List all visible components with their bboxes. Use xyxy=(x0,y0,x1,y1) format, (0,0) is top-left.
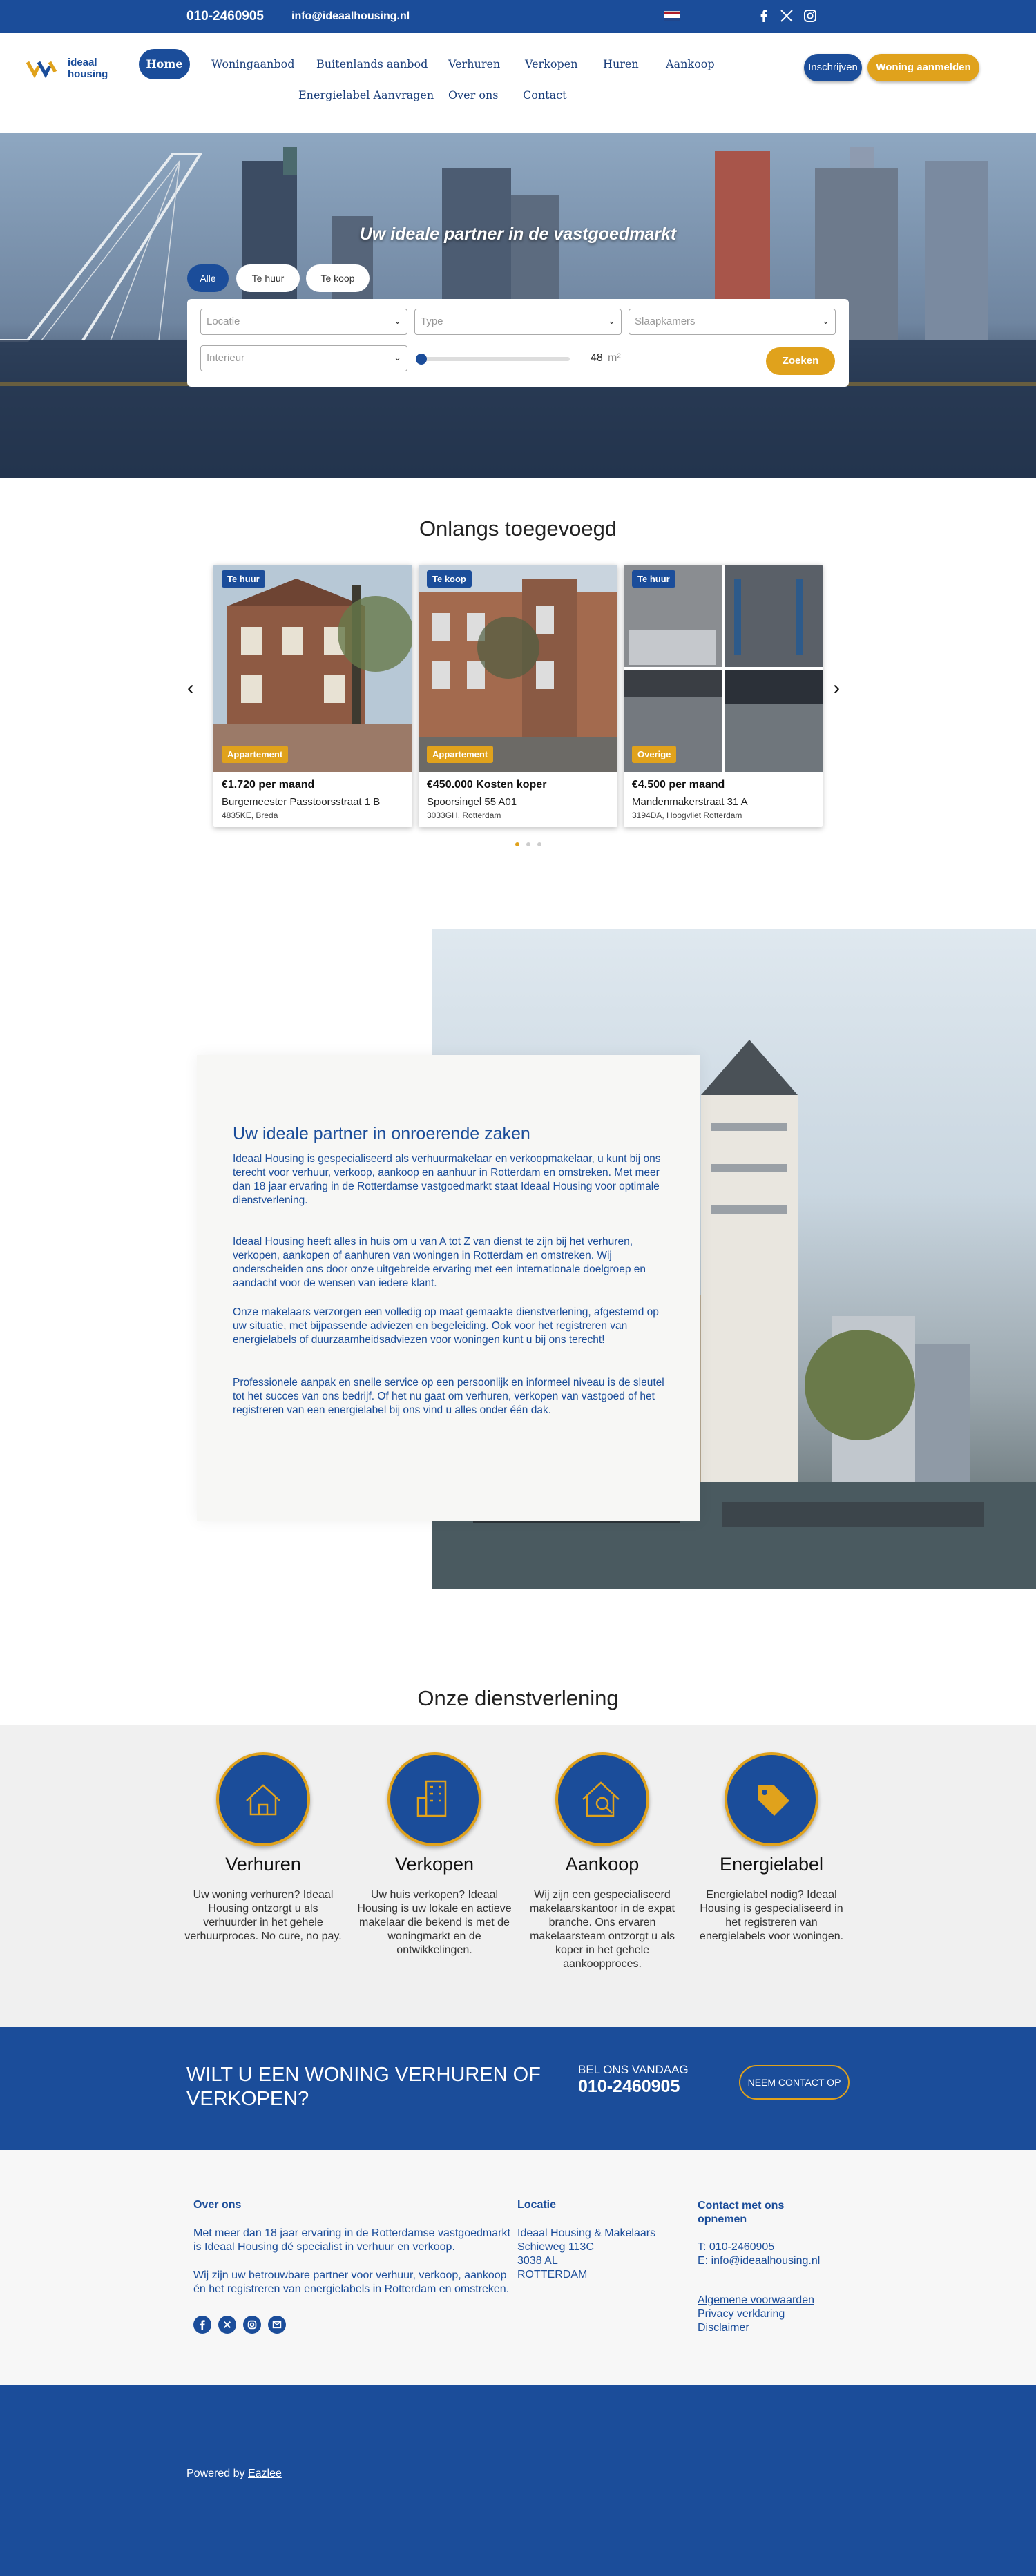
building-icon xyxy=(390,1755,479,1843)
search-panel xyxy=(187,299,849,387)
nav-item-aankoop[interactable]: Aankoop xyxy=(666,57,715,70)
top-bar xyxy=(0,0,1036,33)
footer-location-line: Schieweg 113C xyxy=(517,2241,594,2253)
nav-item-energielabel-aanvragen[interactable]: Energielabel Aanvragen xyxy=(298,88,434,101)
listing-card[interactable] xyxy=(419,565,617,827)
footer-location-title: Locatie xyxy=(517,2199,557,2211)
about-paragraph-1: Ideaal Housing is gespecialiseerd als verhuurmakelaar en verkoopmakelaar, u kunt bij ons terecht voor verhuur, verkoop, aankoop en aanhuur in Rotterdam en omstreken. Met meer dan 18 jaar ervaring in de Rotterdamse vastgoedmarkt staat Ideaal Housing voor optimale dienstverlening. xyxy=(233,1153,661,1206)
contact-button[interactable]: NEEM CONTACT OP xyxy=(739,2065,850,2100)
about-title: Uw ideale partner in onroerende zaken xyxy=(233,1124,530,1143)
footer-location-line: ROTTERDAM xyxy=(517,2269,588,2280)
topbar-phone-link[interactable]: 010-2460905 xyxy=(186,9,264,23)
listing-street: Spoorsingel 55 A01 xyxy=(427,796,517,808)
type-select[interactable] xyxy=(414,309,622,335)
service-circle-energielabel[interactable] xyxy=(725,1752,818,1846)
topbar-email-link[interactable]: info@ideaalhousing.nl xyxy=(291,10,410,22)
house-search-icon xyxy=(558,1755,646,1843)
service-title-aankoop: Aankoop xyxy=(565,1854,640,1875)
service-text-verkopen: Uw huis verkopen? Ideaal Housing is uw lokale en actieve makelaar die bekend is met de woningmarkt en de ontwikkelingen. xyxy=(357,1889,512,1956)
listing-photo-1 xyxy=(213,565,412,772)
category-badge: Appartement xyxy=(427,746,493,763)
hero-section xyxy=(0,133,1036,478)
type-placeholder: Type xyxy=(421,316,443,327)
service-title-energielabel: Energielabel xyxy=(719,1854,824,1875)
service-circle-verhuren[interactable] xyxy=(216,1752,310,1846)
powered-by-label: Powered by xyxy=(186,2468,245,2479)
nav-item-home[interactable]: Home xyxy=(139,49,190,79)
location-placeholder: Locatie xyxy=(207,316,240,327)
logo-mark-icon xyxy=(26,58,62,81)
cta-call-label: BEL ONS VANDAAG xyxy=(578,2063,689,2076)
logo-text-ideaal: ideaal xyxy=(68,57,97,68)
listing-price: €1.720 per maand xyxy=(222,779,315,791)
tab-te-huur[interactable]: Te huur xyxy=(236,264,300,292)
x-icon[interactable] xyxy=(218,2316,236,2334)
nav-item-verhuren[interactable]: Verhuren xyxy=(448,57,501,70)
listing-photo-2 xyxy=(419,565,617,772)
listing-card[interactable] xyxy=(213,565,412,827)
search-button[interactable]: Zoeken xyxy=(766,347,835,375)
instagram-icon[interactable] xyxy=(802,8,818,24)
service-circle-verkopen[interactable] xyxy=(387,1752,481,1846)
listing-street: Mandenmakerstraat 31 A xyxy=(632,796,748,808)
instagram-icon[interactable] xyxy=(243,2316,261,2334)
register-button[interactable]: Inschrijven xyxy=(804,54,862,81)
carousel-dot[interactable] xyxy=(537,842,541,846)
footer-location-line: Ideaal Housing & Makelaars xyxy=(517,2227,656,2239)
interior-select[interactable] xyxy=(200,345,407,371)
status-badge: Te koop xyxy=(427,570,472,588)
cta-banner xyxy=(0,2027,1036,2150)
area-unit: m² xyxy=(608,352,621,364)
bedrooms-placeholder: Slaapkamers xyxy=(635,316,696,327)
listing-card[interactable] xyxy=(624,565,823,827)
ideaal-housing-logo[interactable] xyxy=(26,57,116,84)
footer-email-row xyxy=(698,2254,820,2268)
main-navigation xyxy=(0,33,1036,133)
house-icon xyxy=(219,1755,307,1843)
chevron-down-icon: ⌄ xyxy=(394,352,401,362)
about-paragraph-2: Ideaal Housing heeft alles in huis om u van A tot Z van dienst te zijn bij het verhuren, verkopen, aankopen of aanhuren van woningen in Rotterdam en omstreken. Wij onderscheiden ons door onze uitgebreide ervaring met een internationale doelgroep en aandacht voor de wensen van iedere klant. xyxy=(233,1236,646,1289)
cta-phone-link[interactable]: 010-2460905 xyxy=(578,2077,680,2096)
area-slider-handle[interactable] xyxy=(416,354,427,365)
chevron-down-icon: ⌄ xyxy=(608,316,615,326)
service-text-energielabel: Energielabel nodig? Ideaal Housing is gespecialiseerd in het registreren van energielabels voor woningen. xyxy=(699,1889,844,1942)
footer-link-terms[interactable]: Algemene voorwaarden xyxy=(698,2294,814,2306)
footer-about-text-2: Wij zijn uw betrouwbare partner voor verhuur, verkoop, aankoop én het registreren van energielabels in Rotterdam en omstreken. xyxy=(193,2269,510,2295)
carousel-dot[interactable] xyxy=(515,842,519,846)
mail-icon[interactable] xyxy=(268,2316,286,2334)
hero-title: Uw ideale partner in de vastgoedmarkt xyxy=(359,224,677,244)
footer-phone-prefix: T: xyxy=(698,2241,707,2253)
status-badge: Te huur xyxy=(632,570,675,588)
services-section xyxy=(0,1725,1036,2027)
about-paragraph-3: Onze makelaars verzorgen een volledig op maat gemaakte dienstverlening, afgestemd op uw situatie, met bijpassende adviezen en begeleiding. Ook voor het registreren van energielabels of duurzaamheidsadviezen voor woningen kunt u bij ons terecht! xyxy=(233,1306,659,1346)
eazlee-link[interactable]: Eazlee xyxy=(247,2468,282,2479)
listing-photo-3 xyxy=(624,565,823,772)
listing-city: 4835KE, Breda xyxy=(222,811,278,820)
listing-street: Burgemeester Passtoorsstraat 1 B xyxy=(222,796,381,808)
facebook-icon[interactable] xyxy=(193,2316,211,2334)
footer-link-privacy[interactable]: Privacy verklaring xyxy=(698,2308,785,2320)
tag-icon xyxy=(727,1755,816,1843)
chevron-right-icon[interactable]: › xyxy=(833,677,840,699)
chevron-left-icon[interactable]: ‹ xyxy=(187,677,194,699)
footer-link-disclaimer[interactable]: Disclaimer xyxy=(698,2322,749,2334)
services-title: Onze dienstverlening xyxy=(417,1686,619,1710)
x-icon[interactable] xyxy=(778,8,795,24)
nav-item-buitenlands-aanbod[interactable]: Buitenlands aanbod xyxy=(316,57,428,70)
cta-headline: WILT U EEN WONING VERHUREN OF VERKOPEN? xyxy=(186,2064,541,2110)
about-panel xyxy=(197,1055,700,1521)
category-badge: Overige xyxy=(632,746,676,763)
footer-location-line: 3038 AL xyxy=(517,2255,558,2267)
bottom-bar xyxy=(0,2385,1036,2576)
footer-phone-row xyxy=(698,2240,774,2254)
listing-city: 3033GH, Rotterdam xyxy=(427,811,501,820)
service-circle-aankoop[interactable] xyxy=(555,1752,649,1846)
nav-item-huren[interactable]: Huren xyxy=(603,57,639,70)
area-value: 48 xyxy=(591,352,603,364)
facebook-icon[interactable] xyxy=(756,8,772,24)
footer-about-title: Over ons xyxy=(193,2199,242,2211)
footer-about-text-1: Met meer dan 18 jaar ervaring in de Rotterdamse vastgoedmarkt is Ideaal Housing dé specialist in verhuur en verkoop. xyxy=(193,2227,510,2253)
listing-price: €450.000 Kosten koper xyxy=(427,779,547,791)
nav-item-verkopen[interactable]: Verkopen xyxy=(525,57,578,70)
footer-contact-title: Contact met ons opnemen xyxy=(698,2200,785,2225)
tab-te-koop[interactable]: Te koop xyxy=(306,264,370,292)
powered-by xyxy=(186,2468,282,2480)
service-text-verhuren: Uw woning verhuren? Ideaal Housing ontzorgt u als verhuurder in het gehele verhuurproces. No cure, no pay. xyxy=(184,1889,342,1942)
chevron-down-icon: ⌄ xyxy=(822,316,829,326)
service-title-verkopen: Verkopen xyxy=(394,1854,474,1875)
carousel-dot[interactable] xyxy=(526,842,530,846)
service-text-aankoop: Wij zijn een gespecialiseerd makelaarskantoor in de expat branche. Ons ervaren makelaarsteam ontzorgt u als koper in het gehele aankoopproces. xyxy=(530,1889,675,1970)
tab-alle[interactable]: Alle xyxy=(187,264,229,292)
area-slider-track[interactable] xyxy=(416,357,570,361)
location-select[interactable] xyxy=(200,309,407,335)
status-badge: Te huur xyxy=(222,570,265,588)
category-badge: Appartement xyxy=(222,746,288,763)
footer-email-link[interactable]: info@ideaalhousing.nl xyxy=(711,2255,821,2267)
footer-email-prefix: E: xyxy=(698,2255,709,2267)
register-home-button[interactable]: Woning aanmelden xyxy=(867,54,979,81)
nav-item-contact[interactable]: Contact xyxy=(523,88,567,101)
about-paragraph-4: Professionele aanpak en snelle service op een persoonlijk en informeel niveau is de sleutel tot het succes van ons bedrijf. Of het nu gaat om verhuren, verkopen van vastgoed of het registreren van een energielabel bij ons vind u alles onder één dak. xyxy=(233,1377,664,1416)
nav-item-over-ons[interactable]: Over ons xyxy=(448,88,499,101)
nl-flag-icon[interactable] xyxy=(664,11,680,21)
interior-placeholder: Interieur xyxy=(207,352,245,364)
footer-phone-link[interactable]: 010-2460905 xyxy=(709,2241,775,2253)
recent-title: Onlangs toegevoegd xyxy=(419,516,617,541)
bedrooms-select[interactable] xyxy=(629,309,836,335)
listing-city: 3194DA, Hoogvliet Rotterdam xyxy=(632,811,742,820)
listing-price: €4.500 per maand xyxy=(632,779,725,791)
nav-item-woningaanbod[interactable]: Woningaanbod xyxy=(211,57,295,70)
service-title-verhuren: Verhuren xyxy=(225,1854,301,1875)
chevron-down-icon: ⌄ xyxy=(394,316,401,326)
logo-text-housing: housing xyxy=(68,68,108,80)
